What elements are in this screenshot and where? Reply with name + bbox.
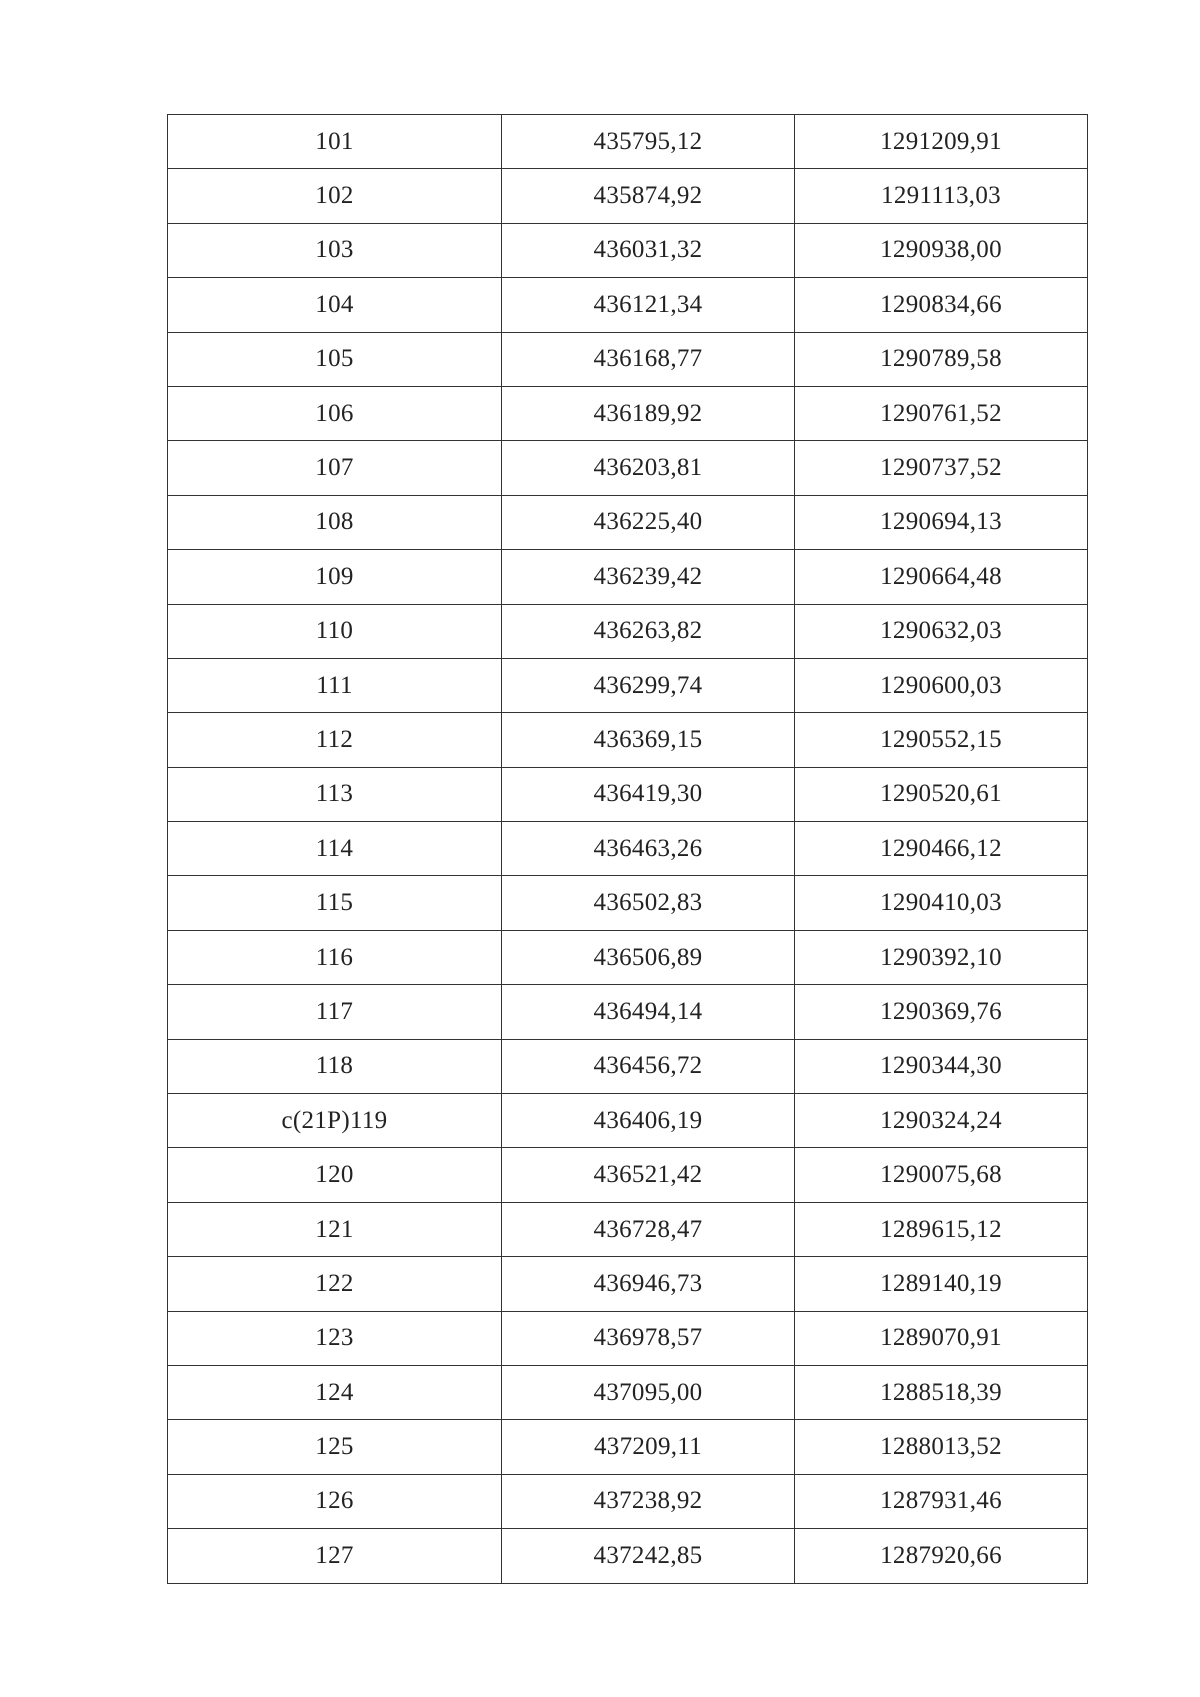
table-row [168,1039,1088,1093]
point-number-cell: 120 [168,1148,502,1202]
y-coordinate-cell: 1287920,66 [795,1529,1088,1583]
x-coordinate-cell: 436946,73 [502,1257,795,1311]
y-coordinate-cell: 1290344,30 [795,1039,1088,1093]
x-coordinate-cell: 436521,42 [502,1148,795,1202]
y-coordinate-cell: 1290075,68 [795,1148,1088,1202]
point-number-cell: 124 [168,1365,502,1419]
table-row [168,1148,1088,1202]
x-coordinate-cell: 436406,19 [502,1094,795,1148]
y-coordinate-cell: 1290761,52 [795,386,1088,440]
x-coordinate-cell: 436369,15 [502,713,795,767]
table-row [168,278,1088,332]
x-coordinate-cell: 436419,30 [502,767,795,821]
point-number-cell: 109 [168,550,502,604]
x-coordinate-cell: 436502,83 [502,876,795,930]
table-row [168,332,1088,386]
point-number-cell: 122 [168,1257,502,1311]
table-row [168,1365,1088,1419]
y-coordinate-cell: 1290938,00 [795,223,1088,277]
x-coordinate-cell: 436263,82 [502,604,795,658]
table-row [168,985,1088,1039]
point-number-cell: 106 [168,386,502,440]
table-row [168,1202,1088,1256]
table-row [168,1094,1088,1148]
y-coordinate-cell: 1290324,24 [795,1094,1088,1148]
table-row [168,1257,1088,1311]
point-number-cell: 107 [168,441,502,495]
y-coordinate-cell: 1290600,03 [795,658,1088,712]
point-number-cell: 110 [168,604,502,658]
y-coordinate-cell: 1291113,03 [795,169,1088,223]
x-coordinate-cell: 437238,92 [502,1474,795,1528]
x-coordinate-cell: 436189,92 [502,386,795,440]
table-row [168,1311,1088,1365]
point-number-cell: 105 [168,332,502,386]
table-row [168,1529,1088,1583]
point-number-cell: 116 [168,930,502,984]
point-number-cell: 112 [168,713,502,767]
x-coordinate-cell: 436031,32 [502,223,795,277]
x-coordinate-cell: 435874,92 [502,169,795,223]
point-number-cell: 115 [168,876,502,930]
x-coordinate-cell: 436239,42 [502,550,795,604]
y-coordinate-cell: 1287931,46 [795,1474,1088,1528]
point-number-cell: 114 [168,822,502,876]
x-coordinate-cell: 437095,00 [502,1365,795,1419]
table-row [168,604,1088,658]
point-number-cell: 104 [168,278,502,332]
table-row [168,1474,1088,1528]
y-coordinate-cell: 1290552,15 [795,713,1088,767]
table-row [168,876,1088,930]
x-coordinate-cell: 436203,81 [502,441,795,495]
point-number-cell: 101 [168,115,502,169]
x-coordinate-cell: 436121,34 [502,278,795,332]
table-row [168,115,1088,169]
x-coordinate-cell: 435795,12 [502,115,795,169]
y-coordinate-cell: 1290664,48 [795,550,1088,604]
table-row [168,386,1088,440]
table-row [168,223,1088,277]
y-coordinate-cell: 1290392,10 [795,930,1088,984]
x-coordinate-cell: 436728,47 [502,1202,795,1256]
y-coordinate-cell: 1289140,19 [795,1257,1088,1311]
table-row [168,658,1088,712]
x-coordinate-cell: 436494,14 [502,985,795,1039]
y-coordinate-cell: 1290466,12 [795,822,1088,876]
x-coordinate-cell: 436978,57 [502,1311,795,1365]
y-coordinate-cell: 1291209,91 [795,115,1088,169]
point-number-cell: 111 [168,658,502,712]
x-coordinate-cell: 436168,77 [502,332,795,386]
table-row [168,930,1088,984]
table-row [168,550,1088,604]
point-number-cell: 103 [168,223,502,277]
x-coordinate-cell: 437209,11 [502,1420,795,1474]
point-number-cell: 127 [168,1529,502,1583]
x-coordinate-cell: 437242,85 [502,1529,795,1583]
x-coordinate-cell: 436506,89 [502,930,795,984]
y-coordinate-cell: 1289615,12 [795,1202,1088,1256]
y-coordinate-cell: 1290410,03 [795,876,1088,930]
table-row [168,822,1088,876]
point-number-cell: 117 [168,985,502,1039]
point-number-cell: 108 [168,495,502,549]
x-coordinate-cell: 436463,26 [502,822,795,876]
point-number-cell: 125 [168,1420,502,1474]
y-coordinate-cell: 1289070,91 [795,1311,1088,1365]
coordinates-table [167,114,1088,1584]
table-row [168,169,1088,223]
x-coordinate-cell: 436299,74 [502,658,795,712]
y-coordinate-cell: 1290737,52 [795,441,1088,495]
y-coordinate-cell: 1290694,13 [795,495,1088,549]
table-body [168,115,1088,1584]
y-coordinate-cell: 1288013,52 [795,1420,1088,1474]
point-number-cell: 126 [168,1474,502,1528]
table-row [168,441,1088,495]
y-coordinate-cell: 1290789,58 [795,332,1088,386]
y-coordinate-cell: 1290632,03 [795,604,1088,658]
point-number-cell: 113 [168,767,502,821]
point-number-cell: 123 [168,1311,502,1365]
point-number-cell: 102 [168,169,502,223]
table-row [168,1420,1088,1474]
y-coordinate-cell: 1290520,61 [795,767,1088,821]
y-coordinate-cell: 1288518,39 [795,1365,1088,1419]
y-coordinate-cell: 1290369,76 [795,985,1088,1039]
y-coordinate-cell: 1290834,66 [795,278,1088,332]
x-coordinate-cell: 436456,72 [502,1039,795,1093]
table-row [168,767,1088,821]
table-row [168,495,1088,549]
x-coordinate-cell: 436225,40 [502,495,795,549]
point-number-cell: 121 [168,1202,502,1256]
point-number-cell: с(21Р)119 [168,1094,502,1148]
point-number-cell: 118 [168,1039,502,1093]
table-row [168,713,1088,767]
